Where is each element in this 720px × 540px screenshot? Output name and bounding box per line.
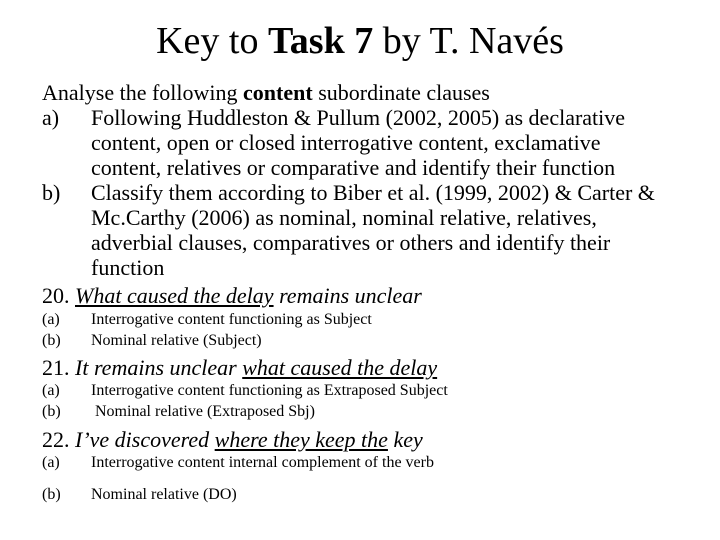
example-22-answer-b-text: Nominal relative (DO) <box>91 486 237 503</box>
example-underlined-clause: where they keep the <box>214 427 388 452</box>
example-post: key <box>387 427 423 452</box>
example-number: 22. <box>42 427 75 452</box>
intro-text-bold: content <box>243 80 313 105</box>
intro-text-2: subordinate clauses <box>312 80 490 105</box>
example-20-answer-b-marker: (b) <box>42 332 61 349</box>
example-rest: remains unclear <box>273 283 422 308</box>
example-pre: It remains unclear <box>75 355 243 380</box>
example-number: 21. <box>42 355 75 380</box>
intro-line <box>42 80 490 105</box>
example-20-answer-b-text: Nominal relative (Subject) <box>91 332 262 349</box>
example-20-answer-a-marker: (a) <box>42 311 60 328</box>
example-22-answer-a-marker: (a) <box>42 454 60 471</box>
example-22-answer-b-marker: (b) <box>42 486 61 503</box>
title-text-bold: Task 7 <box>267 20 374 62</box>
item-b-line-4: function <box>91 255 165 280</box>
example-underlined-clause: What caused the delay <box>75 283 274 308</box>
title-text-2: by T. Navés <box>373 20 564 62</box>
item-a-line-1: Following Huddleston & Pullum (2002, 2005) as declarative <box>91 105 626 130</box>
item-b-line-3: adverbial clauses, comparatives or others and identify their <box>91 230 611 255</box>
example-21-answer-b-marker: (b) <box>42 403 61 420</box>
item-a-marker: a) <box>42 105 60 130</box>
item-b-line-1: Classify them according to Biber et al. (1999, 2002) & Carter & <box>91 180 655 205</box>
example-number: 20. <box>42 283 75 308</box>
example-underlined-clause: what caused the delay <box>242 355 438 380</box>
example-20-answer-a-text: Interrogative content functioning as Subject <box>91 311 372 328</box>
example-20 <box>42 283 422 308</box>
item-b-marker: b) <box>42 180 61 205</box>
example-21-answer-a-text: Interrogative content functioning as Extraposed Subject <box>91 382 448 399</box>
example-22-answer-a-text: Interrogative content internal complement of the verb <box>91 454 434 471</box>
slide-title <box>0 18 720 64</box>
example-22 <box>42 427 423 452</box>
example-pre: I’ve discovered <box>75 427 215 452</box>
example-21 <box>42 355 437 380</box>
item-b-line-2: Mc.Carthy (2006) as nominal, nominal relative, relatives, <box>91 205 597 230</box>
item-a-line-2: content, open or closed interrogative content, exclamative <box>91 130 601 155</box>
example-21-answer-a-marker: (a) <box>42 382 60 399</box>
intro-text-1: Analyse the following <box>42 80 244 105</box>
example-21-answer-b-text: Nominal relative (Extraposed Sbj) <box>91 403 315 420</box>
title-text-1: Key to <box>156 20 268 62</box>
item-a-line-3: content, relatives or comparative and identify their function <box>91 155 616 180</box>
